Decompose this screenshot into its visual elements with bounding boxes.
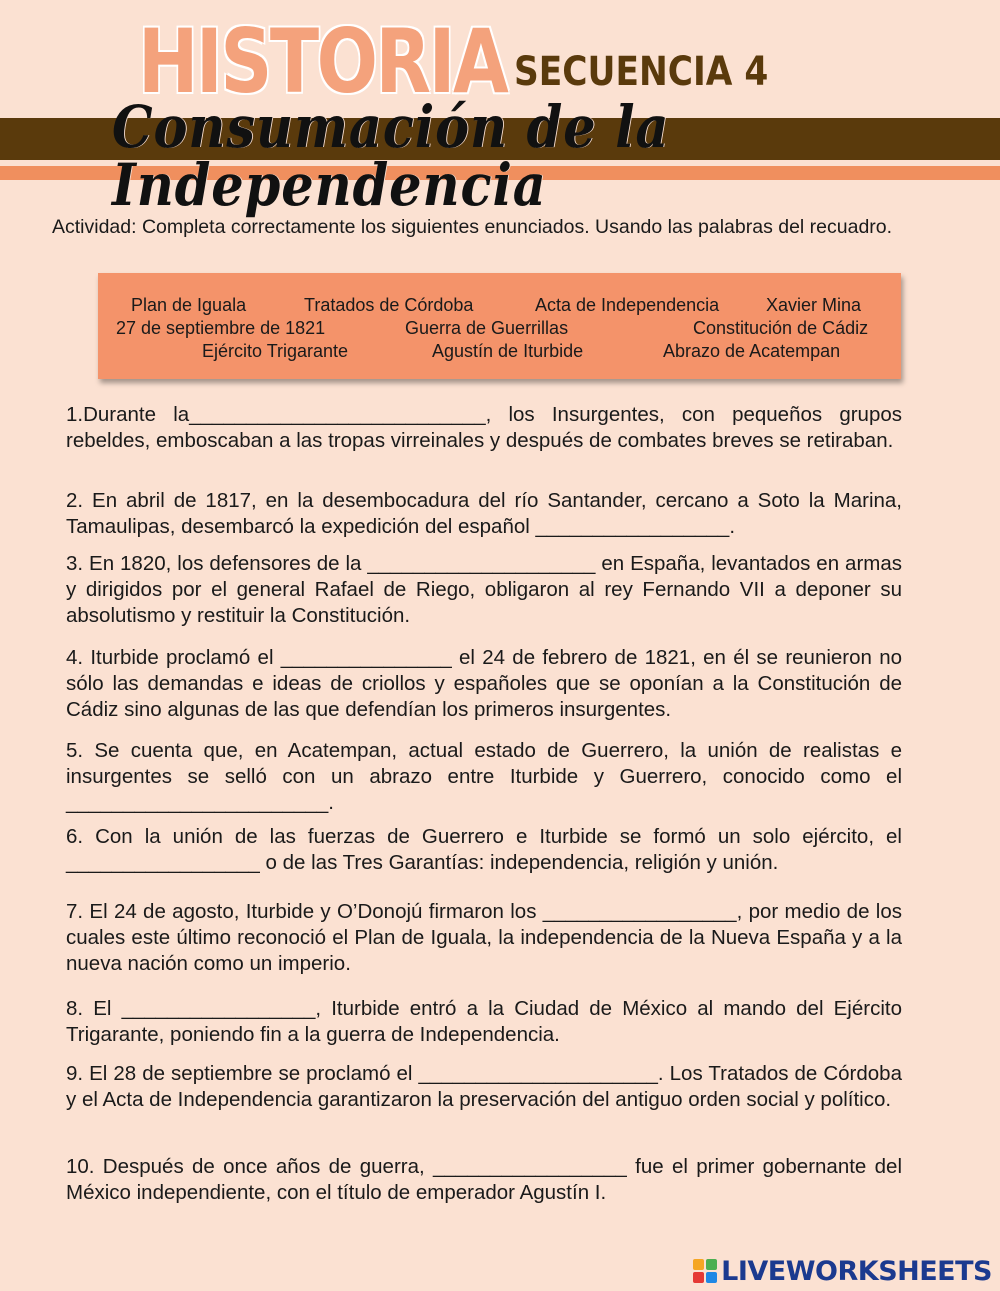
liveworksheets-wordmark: LIVEWORKSHEETS [721,1255,992,1287]
liveworksheets-logo-icon [693,1259,717,1283]
statement-1: 1.Durante la__________________________, los Insurgentes, con pequeños grupos rebeldes, emboscaban a las tropas virreinales y después de combates breves se retiraban. [66,403,902,452]
page-subtitle: Consumación de la Independencia [112,93,670,219]
statement-3: 3. En 1820, los defensores de la ____________________ en España, levantados en armas y dirigidos por el general Rafael de Riego, obligaron al rey Fernando VII a deponer su absolutismo y restituir la Constitución. [66,552,902,627]
answer-blank-4[interactable]: _______________ [280,646,452,669]
answer-blank-2[interactable]: _________________ [535,515,730,538]
answer-blank-3[interactable]: ____________________ [367,552,596,575]
sequence-label: SECUENCIA 4 [514,49,769,95]
word-bank-item: Constitución de Cádiz [693,318,869,338]
logo-square [706,1272,717,1283]
word-bank-item: 27 de septiembre de 1821 [116,318,326,338]
statement-9: 9. El 28 de septiembre se proclamó el _____________________. Los Tratados de Córdoba y el Acta de Independencia garantizaron la preservación del antiguo orden social y político. [66,1062,902,1111]
statement-8: 8. El _________________, Iturbide entró a la Ciudad de México al mando del Ejército Trigarante, poniendo fin a la guerra de Independencia. [66,997,902,1046]
word-bank-item: Tratados de Córdoba [304,295,474,315]
answer-blank-1[interactable]: __________________________ [189,403,486,426]
word-bank-item: Guerra de Guerrillas [405,318,569,338]
statement-7: 7. El 24 de agosto, Iturbide y O’Donojú firmaron los _________________, por medio de los cuales este último reconoció el Plan de Iguala, la independencia de la Nueva España y a la nueva nación como un imperio. [66,900,903,975]
word-bank-item: Abrazo de Acatempan [663,341,841,361]
answer-blank-7[interactable]: _________________ [542,900,737,923]
word-bank-item: Plan de Iguala [131,295,247,315]
liveworksheets-brand[interactable] [693,1254,992,1288]
logo-square [693,1272,704,1283]
statement-4: 4. Iturbide proclamó el _______________ el 24 de febrero de 1821, en él se reunieron no sólo las demandas e ideas de criollos y españoles que se oponían a la Constitución de Cádiz sino algunas de las que defendían los primeros insurgentes. [66,646,902,721]
word-bank-item: Xavier Mina [766,295,862,315]
answer-blank-8[interactable]: _________________ [121,997,316,1020]
answer-blank-10[interactable]: _________________ [433,1155,627,1178]
word-bank-item: Ejército Trigarante [202,341,349,361]
answer-blank-9[interactable]: _____________________ [418,1062,658,1085]
logo-square [693,1259,704,1270]
answer-blank-6[interactable]: _________________ [66,851,260,874]
page-title: HISTORIA [138,10,507,113]
answer-blank-5[interactable]: _______________________ [66,791,329,814]
statement-2: 2. En abril de 1817, en la desembocadura del río Santander, cercano a Soto la Marina, Tamaulipas, desembarcó la expedición del español _________________. [66,489,902,538]
statement-5: 5. Se cuenta que, en Acatempan, actual estado de Guerrero, la unión de realistas e insurgentes se selló con un abrazo entre Iturbide y Guerrero, conocido como el _______________________. [66,739,902,814]
logo-square [706,1259,717,1270]
statement-6: 6. Con la unión de las fuerzas de Guerrero e Iturbide se formó un solo ejército, el _________________ o de las Tres Garantías: independencia, religión y unión. [66,825,902,874]
statement-10: 10. Después de once años de guerra, _________________ fue el primer gobernante del México independiente, con el título de emperador Agustín I. [66,1155,902,1204]
word-bank-item: Agustín de Iturbide [432,341,584,361]
word-bank-item: Acta de Independencia [535,295,720,315]
word-bank-box [98,273,901,379]
activity-instructions: Actividad: Completa correctamente los siguientes enunciados. Usando las palabras del recuadro. [52,216,893,238]
